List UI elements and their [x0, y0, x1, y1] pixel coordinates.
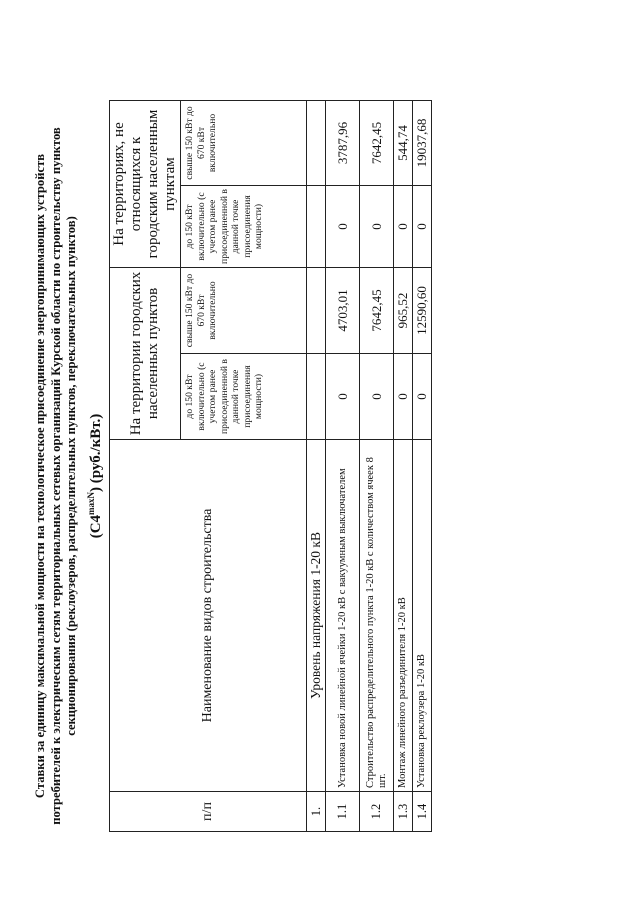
rotated-content	[33, 76, 589, 876]
title-line-1: Ставки за единицу максимальной мощности на технологическое присоединение энергопринимающих устройств	[33, 153, 47, 799]
header-row-1	[110, 100, 181, 831]
section-cell	[307, 100, 326, 185]
section-row	[307, 100, 326, 831]
title-line-3: секционирования (реклоузеров, распределительных пунктов, переключательных пунктов)	[64, 216, 78, 736]
row-rural-upto150: 0	[394, 185, 413, 267]
header-name: Наименование видов строительства	[110, 440, 307, 792]
row-urban-150-670: 4703,01	[326, 267, 360, 353]
header-rural: На территориях, не относящихся к городским населенным пунктам	[110, 100, 181, 267]
table-row	[326, 100, 360, 831]
document-title	[33, 76, 106, 876]
header-rural-upto150: до 150 кВт включительно (с учетом ранее присоединенной в данной точке присоединения мощности)	[181, 185, 307, 267]
title-formula	[81, 76, 106, 876]
rates-table	[109, 100, 432, 832]
title-line-2: потребителей к электрическим сетям территориальных сетевых организаций Курской области по строительству пунктов	[48, 127, 63, 825]
row-urban-upto150: 0	[326, 354, 360, 440]
row-num: 1.4	[413, 792, 432, 832]
formula-sup: maxN	[85, 491, 96, 515]
row-name: Строительство распределительного пункта 1-20 кВ с количеством ячеек 8 шт.	[360, 440, 394, 792]
header-urban-upto150: до 150 кВт включительно (с учетом ранее присоединенной в данной точке присоединения мощности)	[181, 354, 307, 440]
row-urban-150-670: 12590,60	[413, 267, 432, 353]
row-urban-150-670: 965,52	[394, 267, 413, 353]
section-num: 1.	[307, 792, 326, 832]
row-urban-upto150: 0	[413, 354, 432, 440]
section-cell	[307, 267, 326, 353]
section-cell	[307, 185, 326, 267]
header-num: п/п	[110, 792, 307, 832]
table-row	[360, 100, 394, 831]
row-rural-150-670: 7642,45	[360, 100, 394, 185]
row-urban-upto150: 0	[360, 354, 394, 440]
section-label: Уровень напряжения 1-20 кВ	[307, 440, 326, 792]
row-name: Установка реклоузера 1-20 кВ	[413, 440, 432, 792]
formula-main: (С4	[87, 514, 104, 539]
section-cell	[307, 354, 326, 440]
row-rural-upto150: 0	[360, 185, 394, 267]
row-name: Монтаж линейного разъединителя 1-20 кВ	[394, 440, 413, 792]
table-row	[413, 100, 432, 831]
row-urban-150-670: 7642,45	[360, 267, 394, 353]
row-rural-150-670: 3787,96	[326, 100, 360, 185]
header-urban-150-670: свыше 150 кВт до 670 кВт включительно	[181, 267, 307, 353]
header-rural-150-670: свыше 150 кВт до 670 кВт включительно	[181, 100, 307, 185]
row-num: 1.1	[326, 792, 360, 832]
row-urban-upto150: 0	[394, 354, 413, 440]
row-rural-upto150: 0	[413, 185, 432, 267]
header-urban: На территории городских населенных пунктов	[110, 267, 181, 439]
formula-tail: ) (руб./кВт.)	[87, 413, 104, 492]
row-num: 1.2	[360, 792, 394, 832]
row-rural-150-670: 544,74	[394, 100, 413, 185]
row-num: 1.3	[394, 792, 413, 832]
row-name: Установка новой линейной ячейки 1-20 кВ с вакуумным выключателем	[326, 440, 360, 792]
row-rural-upto150: 0	[326, 185, 360, 267]
table-row	[394, 100, 413, 831]
row-rural-150-670: 19037,68	[413, 100, 432, 185]
